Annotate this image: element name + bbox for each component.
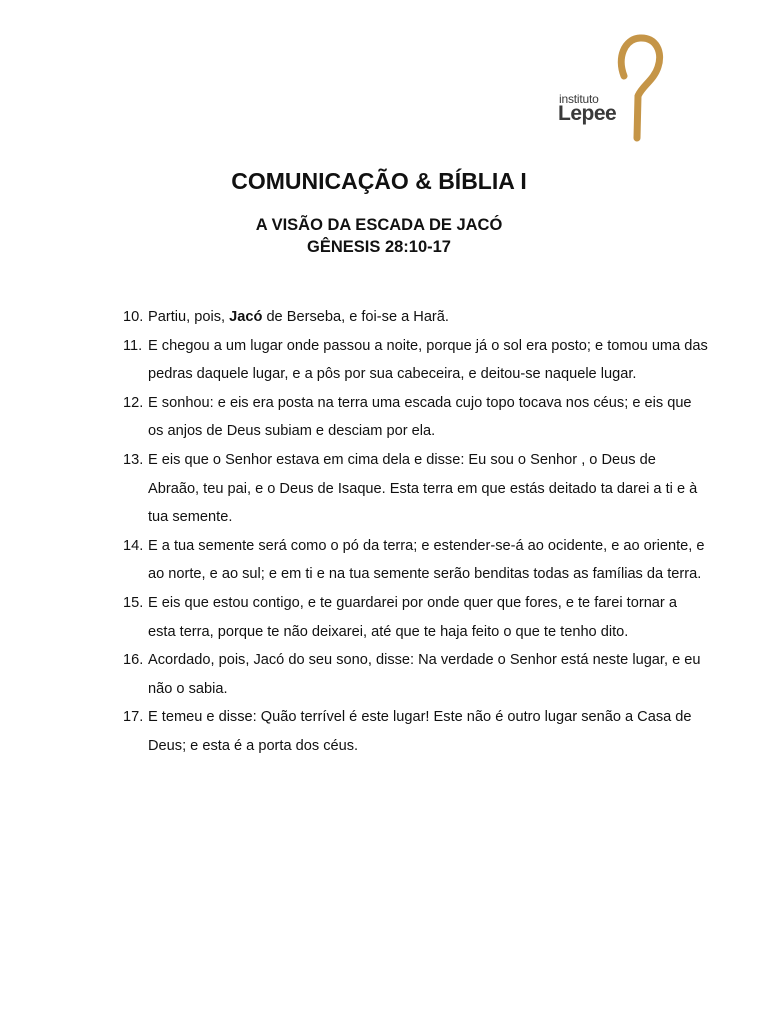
page-title: COMUNICAÇÃO & BÍBLIA I [231,168,527,194]
verse-item [123,389,708,446]
verse-item [123,703,708,760]
verse-number: 11. [123,337,143,354]
verse-number: 14. [123,537,144,554]
verse-item [123,589,708,646]
verse-item [123,303,708,332]
verse-text: Acordado, pois, Jacó do seu sono, disse: Na verdade o Senhor está neste lugar, e eu não o sabia. [148,652,701,697]
scripture-reference: GÊNESIS 28:10-17 [307,238,451,256]
verse-item [123,446,708,532]
verse-number: 13. [123,451,144,468]
hook-staff-icon [608,34,664,142]
subtitle: A VISÃO DA ESCADA DE JACÓ [255,216,503,234]
verse-number: 17. [123,709,144,726]
verse-number: 16. [123,652,144,669]
verse-text: E temeu e disse: Quão terrível é este lugar! Este não é outro lugar senão a Casa de Deus; e esta é a porta dos céus. [148,709,692,754]
verse-text: E eis que estou contigo, e te guardarei por onde quer que fores, e te farei tornar a esta terra, porque te não deixarei, até que te haja feito o que te tenho dito. [148,594,677,640]
verse-number: 12. [123,394,144,411]
verse-text-part: de Berseba, e foi-se a Harã. [262,309,449,325]
logo [556,34,666,142]
verse-item [123,646,708,703]
verse-text [148,303,708,332]
verse-text: E eis que o Senhor estava em cima dela e disse: Eu sou o Senhor , o Deus de Abraão, teu pai, e o Deus de Isaque. Esta terra em que estás deitado ta darei a ti e à tua semente. [148,451,698,526]
verse-number: 10. [123,309,144,325]
verse-bold-name: Jacó [229,309,263,325]
verse-list [123,303,708,761]
verse-item [123,332,708,389]
verse-text-part: Partiu, pois, [148,309,230,325]
verse-text: E chegou a um lugar onde passou a noite, porque já o sol era posto; e tomou uma das pedras daquele lugar, e a pôs por sua cabeceira, e deitou-se naquele lugar. [148,337,708,383]
verse-text: E sonhou: e eis era posta na terra uma escada cujo topo tocava nos céus; e eis que os anjos de Deus subiam e desciam por ela. [148,394,692,440]
verse-item [123,532,708,589]
logo-subtext: instituto [559,92,599,106]
verse-number: 15. [123,594,144,611]
logo-wordmark: Lepee [558,102,617,125]
verse-text: E a tua semente será como o pó da terra; e estender-se-á ao ocidente, e ao oriente, e ao norte, e ao sul; e em ti e na tua semente serão benditas todas as famílias da terra. [148,537,705,583]
